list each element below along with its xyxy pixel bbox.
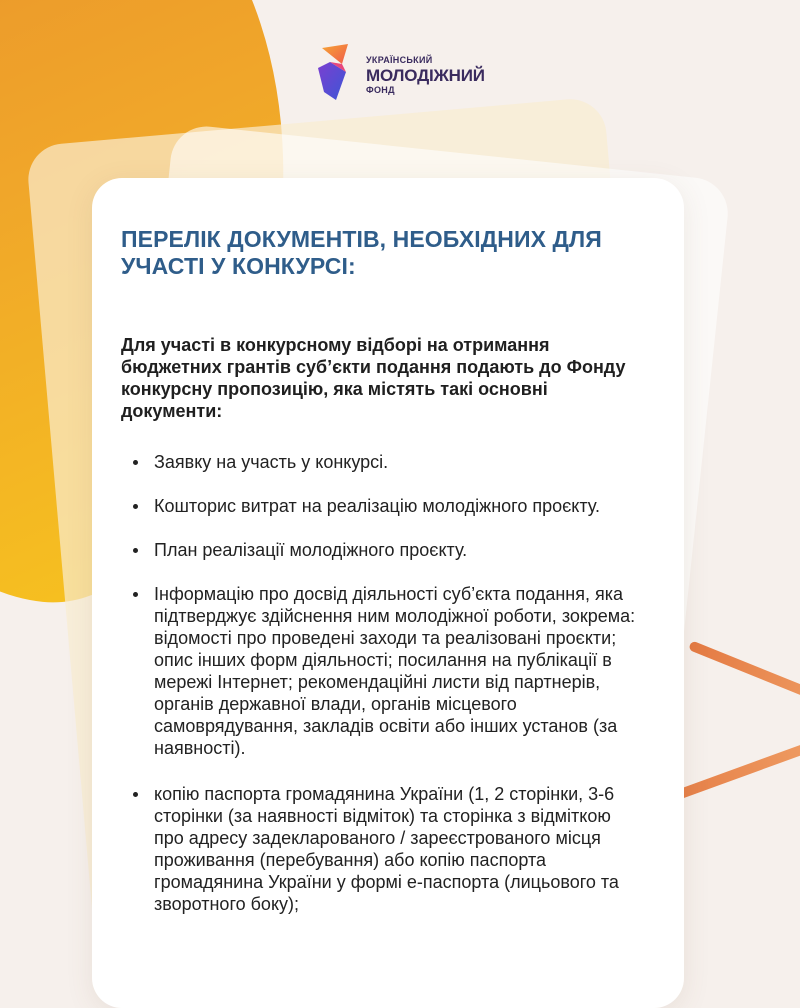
logo-line-2: МОЛОДІЖНИЙ bbox=[366, 65, 485, 85]
page-title: ПЕРЕЛІК ДОКУМЕНТІВ, НЕОБХІДНИХ ДЛЯ УЧАСТІ У КОНКУРСІ: bbox=[121, 226, 602, 279]
card-content bbox=[121, 226, 641, 937]
list-item: Кошторис витрат на реалізацію молодіжного проєкту. bbox=[121, 495, 641, 517]
list-item: Інформацію про досвід діяльності суб’єкта подання, яка підтверджує здійснення ним молодіжної роботи, зокрема: відомості про проведені заходи та реалізовані проєкти; опис інших форм діяльності; посилання на публікації в мережі Інтернет; рекомендаційні листи від партнерів, органів державної влади, органів місцевого самоврядування, закладів освіти або інших установ (за наявності). bbox=[121, 583, 641, 759]
list-item: Заявку на участь у конкурсі. bbox=[121, 451, 641, 473]
logo-line-1: УКРАЇНСЬКИЙ bbox=[366, 54, 433, 65]
fund-logo-icon bbox=[312, 42, 356, 108]
intro-paragraph: Для участі в конкурсному відборі на отримання бюджетних грантів суб’єкти подання подають до Фонду конкурсну пропозицію, яка містять такі основні документи: bbox=[121, 335, 626, 421]
documents-list bbox=[121, 451, 641, 915]
decorative-stripe bbox=[688, 640, 800, 717]
list-item: План реалізації молодіжного проєкту. bbox=[121, 539, 641, 561]
list-item: копію паспорта громадянина України (1, 2 сторінки, 3-6 сторінки (за наявності відміток) та сторінка з відміткою про адресу задекларованого / зареєстрованого місця проживання (перебування) або копію паспорта громадянина України у формі е-паспорта (лицьового та зворотного боку); bbox=[121, 783, 641, 915]
logo-line-3: ФОНД bbox=[366, 84, 395, 95]
ukrainian-youth-fund-logo bbox=[312, 42, 485, 108]
